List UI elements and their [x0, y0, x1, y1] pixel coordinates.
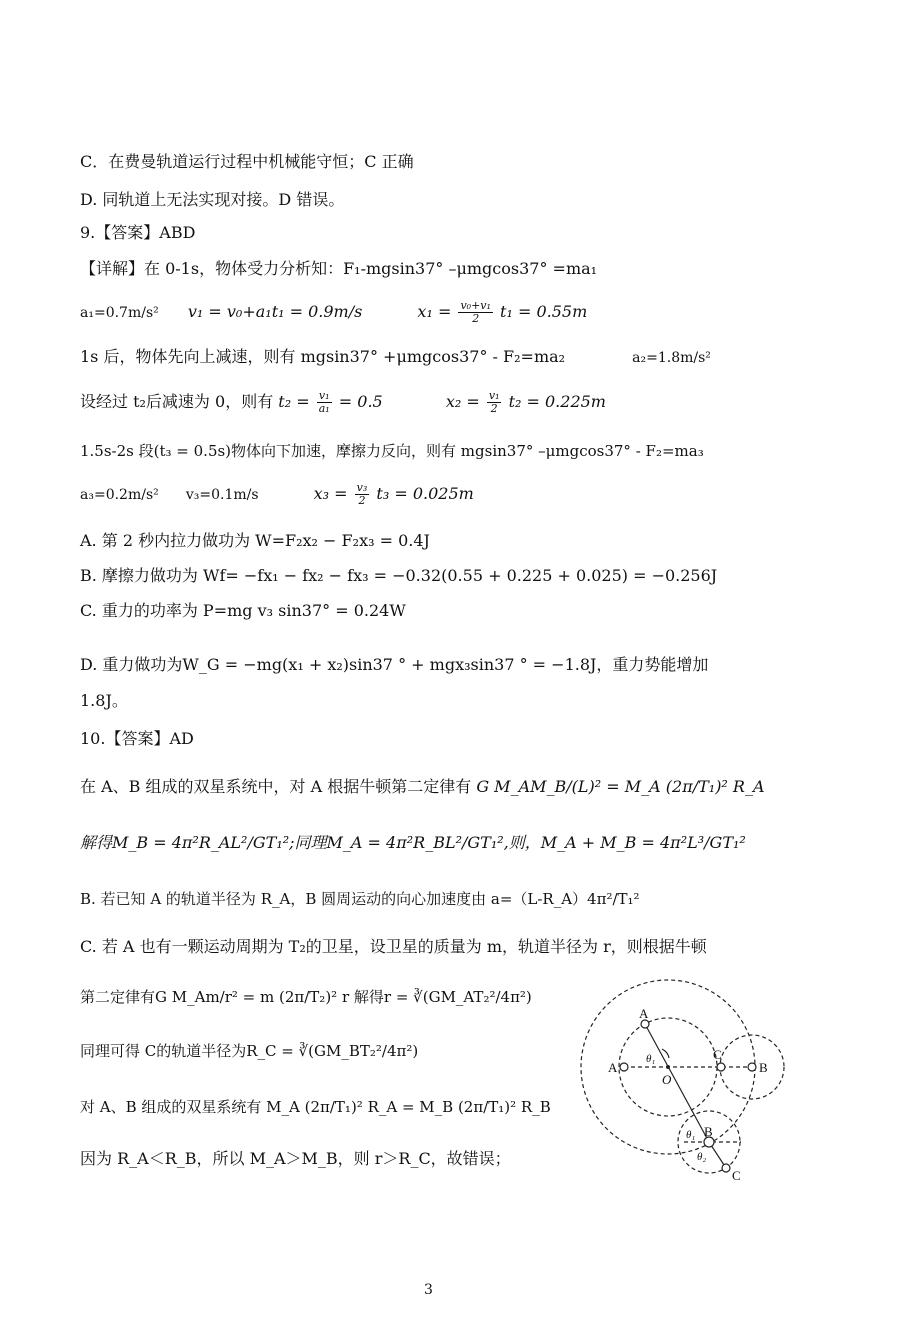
eq-x3: x₃ = $\frac{\text{v₃}}{2}$ t₃ = 0.025m [313, 481, 474, 507]
label-b-right: B [759, 1060, 768, 1075]
option-b: B. 摩擦力做功为 Wf= −fx₁ − fx₂ − fx₃ = −0.32(0.55 + 0.225 + 0.025) = −0.256J [80, 566, 718, 585]
label-a-top: A [639, 1006, 649, 1021]
eq-x1: x₁ = $\frac{\text{v₀+v₁}}{2}$ t₁ = 0.55m [417, 299, 588, 325]
satellite-c-eq: 同理可得 C的轨道半径为R_C = ∛(GM_BT₂²/4π²) [80, 1042, 419, 1060]
option-a: A. 第 2 秒内拉力做功为 W=F₂x₂ − F₂x₃ = 0.4J [80, 531, 430, 550]
eq-a1-row [80, 300, 587, 325]
eq-t2-text: 设经过 t₂后减速为 0，则有 [80, 392, 274, 411]
star-a-left [620, 1063, 628, 1071]
star-c-mid [717, 1063, 725, 1071]
binary-balance-eq: 对 A、B 组成的双星系统有 M_A (2π/T₁)² R_A = M_B (2π/T₁)² R_B [80, 1098, 551, 1116]
option-d: D. 重力做功为W_G = −mg(x₁ + x₂)sin37 ° + mgx₃sin37 ° = −1.8J，重力势能增加 [80, 655, 709, 674]
eq-a3-row [80, 482, 474, 507]
eq-a1: a₁=0.7m/s² [80, 305, 159, 321]
label-theta1: θ₁ [646, 1053, 656, 1065]
eq-decel: 1s 后，物体先向上减速，则有 mgsin37° +μmgcos37° - F₂=ma₂ [80, 347, 566, 366]
label-theta1-b: θ₁ [686, 1129, 696, 1141]
orbit-diagram [576, 962, 796, 1192]
label-b-low: B [704, 1124, 713, 1139]
line-d-statement: D. 同轨道上无法实现对接。D 错误。 [80, 190, 345, 209]
label-a-left: A [608, 1060, 618, 1075]
detail-9-intro: 【详解】在 0-1s，物体受力分析知：F₁-mgsin37° –μmgcos37° =ma₁ [80, 259, 598, 278]
binary-star-eq: G M_AM_B/(L)² = M_A (2π/T₁)² R_A [476, 777, 765, 796]
eq-decel-row [80, 346, 711, 369]
conclusion: 因为 R_A＜R_B，所以 M_A＞M_B，则 r＞R_C，故错误； [80, 1149, 511, 1168]
answer-10-heading: 10.【答案】AD [80, 729, 194, 748]
center-o-dot [666, 1065, 670, 1069]
label-o: O [662, 1072, 672, 1087]
star-b-right [748, 1063, 756, 1071]
label-c-low: C [732, 1168, 741, 1183]
eq-accel-down: 1.5s-2s 段(t₃ = 0.5s)物体向下加速，摩擦力反向，则有 mgsin37° –μmgcos37° - F₂=ma₃ [80, 442, 704, 460]
option-c: C. 重力的功率为 P=mg v₃ sin37° = 0.24W [80, 601, 406, 620]
satellite-c-low [722, 1164, 730, 1172]
eq-t2: t₂ = $\frac{\text{v₁}}{\text{a₁}}$ = 0.5 [278, 389, 383, 415]
eq-v1: v₁ = v₀+a₁t₁ = 0.9m/s [187, 302, 363, 321]
option-b-10: B. 若已知 A 的轨道半径为 R_A，B 圆周运动的向心加速度由 a=（L-R_A）4π²/T₁² [80, 890, 640, 908]
option-c-10: C. 若 A 也有一颗运动周期为 T₂的卫星，设卫星的质量为 m，轨道半径为 r，则根据牛顿 [80, 937, 707, 956]
eq-v3: v₃=0.1m/s [185, 487, 259, 503]
answer-9-heading: 9.【答案】ABD [80, 223, 196, 242]
page-number: 3 [424, 1282, 433, 1298]
eq-t2-row [80, 390, 606, 415]
binary-star-text: 在 A、B 组成的双星系统中，对 A 根据牛顿第二定律有 [80, 777, 472, 796]
line-c-statement: C．在费曼轨道运行过程中机械能守恒；C 正确 [80, 152, 414, 171]
eq-a2: a₂=1.8m/s² [632, 350, 711, 366]
satellite-eq: 第二定律有G M_Am/r² = m (2π/T₂)² r 解得r = ∛(GM_AT₂²/4π²) [80, 988, 532, 1006]
label-c-mid: C [713, 1047, 722, 1062]
option-d-cont: 1.8J。 [80, 691, 128, 710]
eq-a3: a₃=0.2m/s² [80, 487, 159, 503]
eq-x2: x₂ = $\frac{\text{v₁}}{2}$ t₂ = 0.225m [445, 389, 606, 415]
mass-solution: 解得M_B = 4π²R_AL²/GT₁²;同理M_A = 4π²R_BL²/GT₁²,则，M_A + M_B = 4π²L³/GT₁² [80, 833, 746, 852]
binary-star-row [80, 776, 765, 798]
a-b-line [645, 1024, 709, 1142]
label-theta2: θ₂ [697, 1151, 707, 1163]
star-a-top [641, 1020, 649, 1028]
